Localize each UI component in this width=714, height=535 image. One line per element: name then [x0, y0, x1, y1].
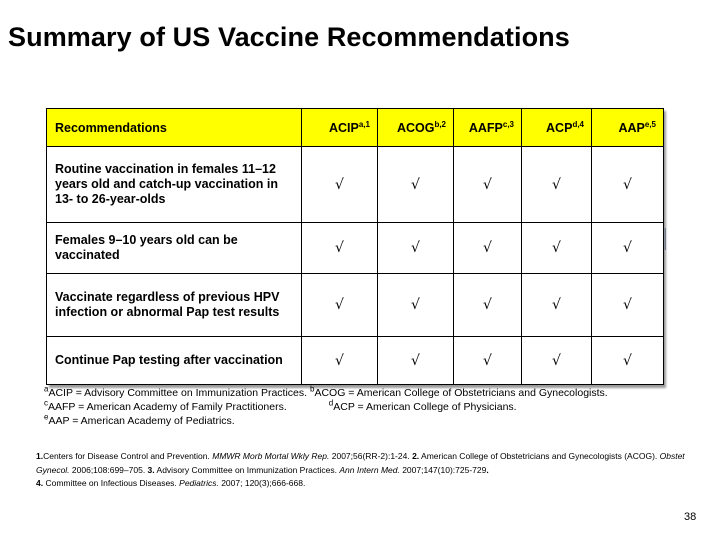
- header-aafp: AAFP$^{c,3}$: [454, 109, 522, 147]
- page-number: 38: [684, 511, 697, 523]
- check-mark: √: [378, 147, 454, 223]
- slide-title: Summary of US Vaccine Recommendations: [8, 22, 570, 52]
- check-mark: √: [302, 223, 378, 274]
- header-acog: ACOG$^{b,2}$: [378, 109, 454, 147]
- check-mark: √: [592, 274, 664, 337]
- check-mark: √: [522, 337, 592, 385]
- check-mark: √: [522, 274, 592, 337]
- abbreviation-footnotes: [44, 386, 608, 428]
- header-acp: ACP$^{d,4}$: [522, 109, 592, 147]
- table-row: [47, 337, 664, 385]
- table-row: [47, 147, 664, 223]
- check-mark: √: [378, 337, 454, 385]
- check-mark: √: [454, 274, 522, 337]
- check-mark: √: [302, 274, 378, 337]
- row-label: Vaccinate regardless of previous HPV infection or abnormal Pap test results: [47, 274, 302, 337]
- table-row: [47, 223, 664, 274]
- header-acip: ACIP$^{a,1}$: [302, 109, 378, 147]
- header-recommendations: Recommendations: [47, 109, 302, 147]
- references: 1.Centers for Disease Control and Prevention. MMWR Morb Mortal Wkly Rep. 2007;56(RR-2):1-24. 2. American College of Obstetricians and Gynecologists (ACOG). Obstet Gynecol. 2006;108:699–705. 3. Advisory Committee on Immunization Practices. Ann Intern Med. 2007;147(10):725-729. 4. Committee on Infectious Diseases. Pediatrics. 2007; 120(3);666-668.: [36, 451, 685, 488]
- header-aap: AAP$^{e,5}$: [592, 109, 664, 147]
- check-mark: √: [302, 147, 378, 223]
- check-mark: √: [378, 274, 454, 337]
- table-row: [47, 274, 664, 337]
- row-label: Continue Pap testing after vaccination: [47, 337, 302, 385]
- table-header-row: [47, 109, 664, 147]
- check-mark: √: [378, 223, 454, 274]
- check-mark: √: [522, 147, 592, 223]
- check-mark: √: [522, 223, 592, 274]
- check-mark: √: [454, 223, 522, 274]
- row-label: Females 9–10 years old can be vaccinated: [47, 223, 302, 274]
- abbreviation-line: $^a$ACIP = Advisory Committee on Immunization Practices. $^b$ACOG = American College of Obstetricians and Gynecologists.: [44, 384, 608, 399]
- abbreviation-line: $^e$AAP = American Academy of Pediatrics.: [44, 412, 235, 427]
- check-mark: √: [592, 337, 664, 385]
- recommendations-table: [46, 108, 663, 385]
- check-mark: √: [454, 147, 522, 223]
- check-mark: √: [592, 147, 664, 223]
- check-mark: √: [302, 337, 378, 385]
- row-label: Routine vaccination in females 11–12 years old and catch-up vaccination in 13- to 26-year-olds: [47, 147, 302, 223]
- abbreviation-line: $^c$AAFP = American Academy of Family Practitioners. $^d$ACP = American College of Physicians.: [44, 398, 517, 413]
- check-mark: √: [454, 337, 522, 385]
- check-mark: √: [592, 223, 664, 274]
